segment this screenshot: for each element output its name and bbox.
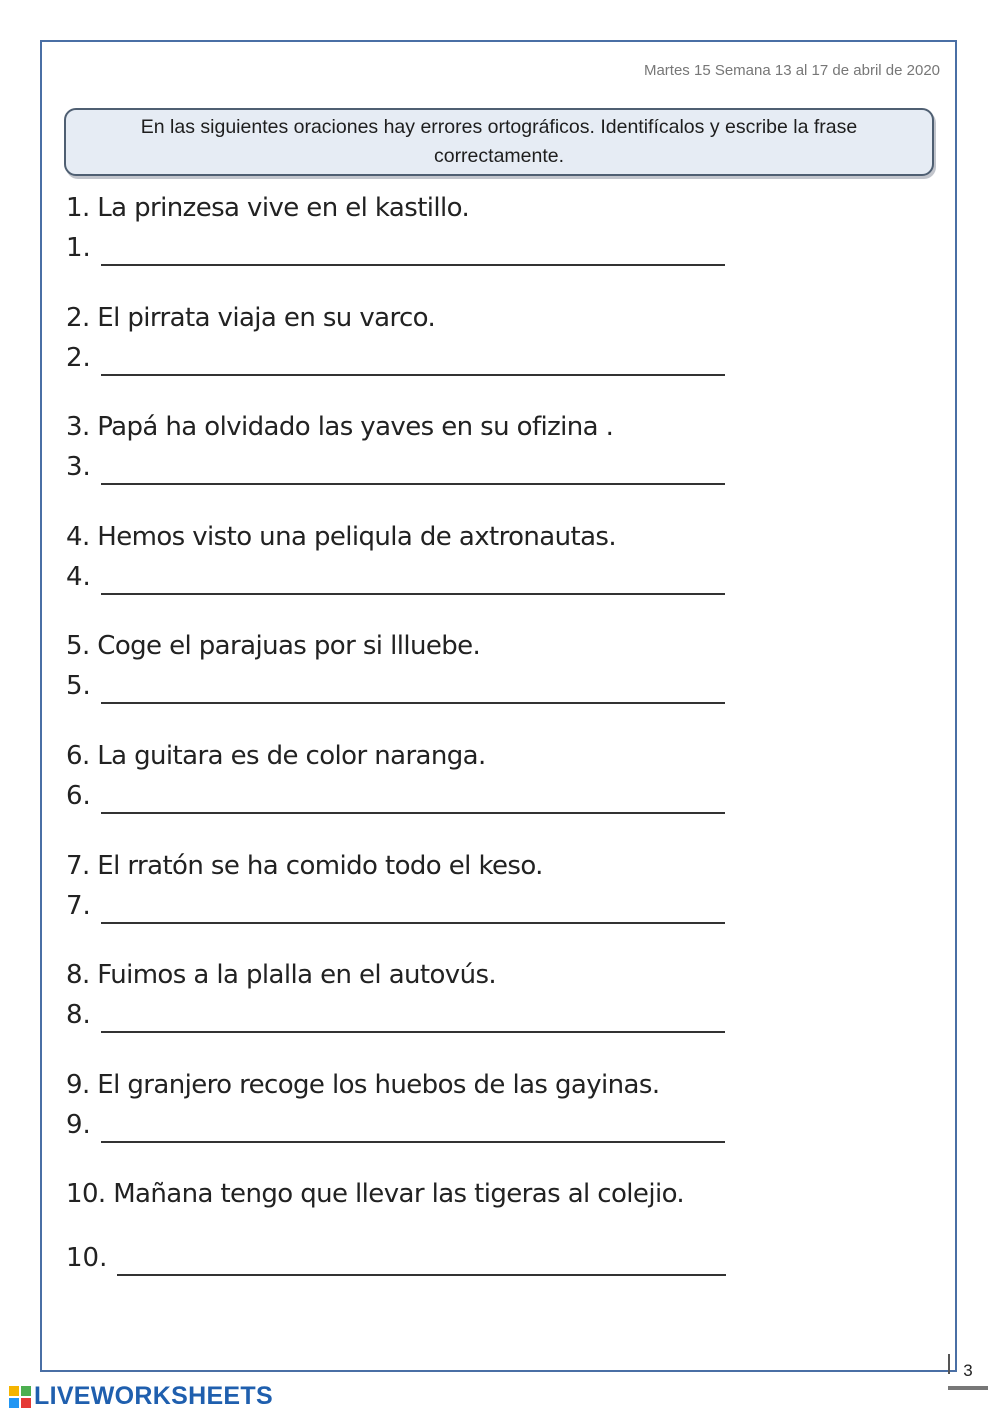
exercise-sentence: 1. La prinzesa vive en el kastillo. bbox=[66, 193, 470, 223]
exercise-sentence: 10. Mañana tengo que llevar las tigeras al colejio. bbox=[66, 1179, 685, 1210]
exercise-sentence: 3. Papá ha olvidado las yaves en su ofizina . bbox=[66, 412, 614, 443]
exercise-4 bbox=[66, 519, 726, 629]
exercise-9 bbox=[66, 1067, 726, 1177]
exercise-10 bbox=[66, 1176, 726, 1286]
answer-row bbox=[66, 1236, 726, 1276]
answer-input-9[interactable] bbox=[101, 1109, 725, 1143]
exercise-3 bbox=[66, 409, 726, 519]
exercise-8 bbox=[66, 957, 726, 1067]
answer-number: 3. bbox=[66, 452, 91, 483]
exercise-5 bbox=[66, 628, 726, 738]
answer-row bbox=[66, 336, 726, 376]
header-date: Martes 15 Semana 13 al 17 de abril de 2020 bbox=[643, 62, 940, 79]
exercise-6 bbox=[66, 738, 726, 848]
page-number: 3 bbox=[948, 1356, 988, 1390]
answer-number: 5. bbox=[66, 671, 91, 702]
exercise-sentence: 7. El rratón se ha comido todo el keso. bbox=[66, 850, 543, 881]
answer-number: 9. bbox=[66, 1109, 91, 1140]
exercise-sentence: 9. El granjero recoge los huebos de las gayinas. bbox=[66, 1069, 660, 1100]
answer-input-10[interactable] bbox=[117, 1242, 726, 1276]
answer-row bbox=[66, 555, 726, 595]
exercise-7 bbox=[66, 848, 726, 958]
exercise-1 bbox=[66, 190, 726, 300]
answer-number: 2. bbox=[66, 342, 91, 373]
answer-number: 8. bbox=[66, 1000, 91, 1031]
answer-input-7[interactable] bbox=[101, 890, 725, 924]
answer-number: 6. bbox=[66, 780, 91, 811]
instruction-text: En las siguientes oraciones hay errores ortográficos. Identifícalos y escribe la frase correctamente. bbox=[140, 116, 858, 167]
answer-row bbox=[66, 445, 726, 485]
exercise-list bbox=[66, 190, 726, 1286]
answer-input-6[interactable] bbox=[101, 780, 725, 814]
exercise-sentence: 8. Fuimos a la plalla en el autovús. bbox=[66, 960, 497, 991]
instruction-box bbox=[64, 108, 934, 176]
brand[interactable] bbox=[8, 1382, 273, 1411]
answer-number: 1. bbox=[66, 233, 91, 263]
exercise-sentence: 6. La guitara es de color naranga. bbox=[66, 740, 486, 771]
answer-row bbox=[66, 884, 726, 924]
answer-number: 7. bbox=[66, 890, 91, 921]
exercise-2 bbox=[66, 300, 726, 410]
answer-row bbox=[66, 226, 726, 266]
answer-input-1[interactable] bbox=[101, 232, 725, 266]
answer-input-3[interactable] bbox=[101, 451, 725, 485]
exercise-sentence: 5. Coge el parajuas por si llluebe. bbox=[66, 631, 481, 662]
exercise-sentence: 4. Hemos visto una peliqula de axtronautas. bbox=[66, 521, 617, 552]
answer-number: 4. bbox=[66, 561, 91, 592]
answer-input-4[interactable] bbox=[101, 561, 725, 595]
answer-row bbox=[66, 774, 726, 814]
answer-row bbox=[66, 664, 726, 704]
answer-row bbox=[66, 993, 726, 1033]
brand-text: LIVEWORKSHEETS bbox=[34, 1382, 273, 1410]
exercise-sentence: 2. El pirrata viaja en su varco. bbox=[66, 302, 436, 333]
answer-number: 10. bbox=[66, 1243, 108, 1274]
answer-input-5[interactable] bbox=[101, 670, 725, 704]
liveworksheets-logo-icon bbox=[8, 1385, 32, 1409]
answer-input-2[interactable] bbox=[101, 342, 725, 376]
answer-row bbox=[66, 1103, 726, 1143]
answer-input-8[interactable] bbox=[101, 999, 725, 1033]
